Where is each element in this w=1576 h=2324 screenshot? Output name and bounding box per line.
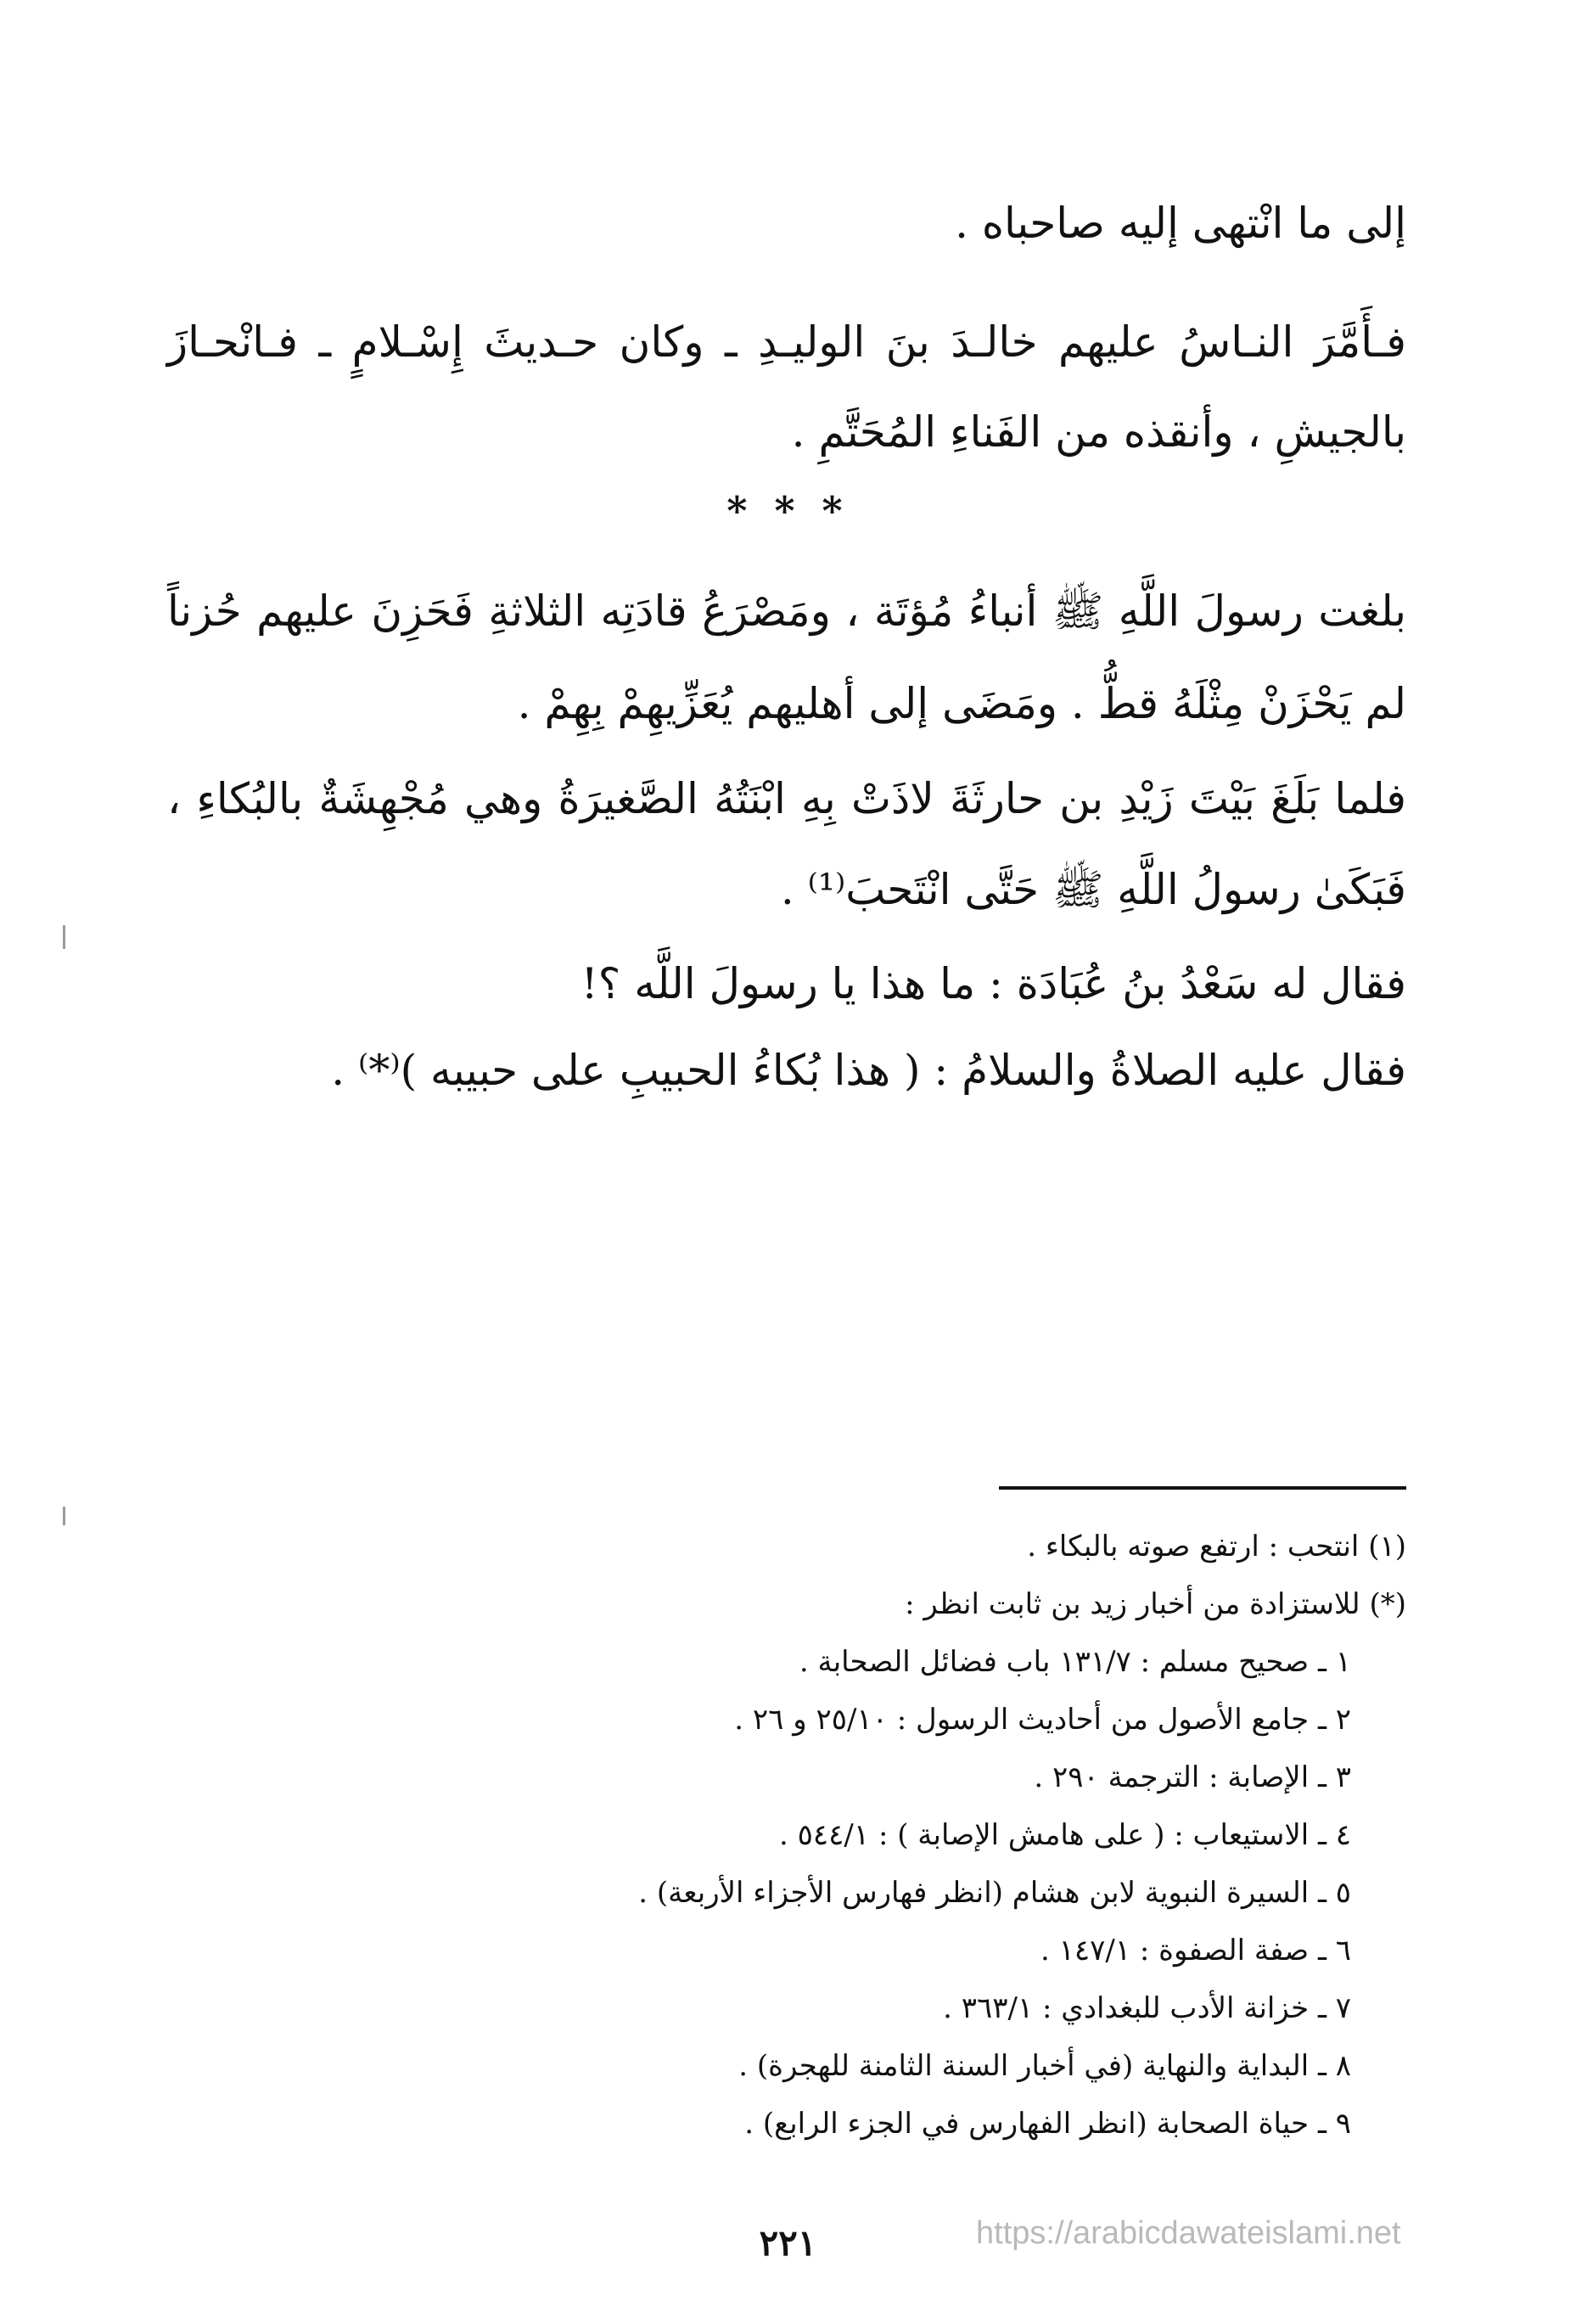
scan-edge-mark xyxy=(63,1507,65,1525)
source-item: ١ ـ صحيح مسلم : ١٣١/٧ باب فضائل الصحابة . xyxy=(799,1645,1351,1679)
paragraph-1-line-1: إلى ما انْتهى إليه صاحباه . xyxy=(955,199,1406,248)
paragraph-3-line-1: بلغت رسولَ اللَّهِ ﷺ أنباءُ مُؤتَة ، ومَصْرَعُ قادَتِه الثلاثةِ فَحَزِنَ عليهم حُزناً xyxy=(167,587,1406,636)
source-item: ٨ ـ البداية والنهاية (في أخبار السنة الثامنة للهجرة) . xyxy=(738,2049,1351,2083)
source-item: ٥ ـ السيرة النبوية لابن هشام (انظر فهارس الأجزاء الأربعة) . xyxy=(638,1876,1351,1910)
paragraph-2-line-2: بالجيشِ ، وأنقذه من الفَناءِ المُحَتَّمِ . xyxy=(791,407,1406,457)
watermark-url: https://arabicdawateislami.net xyxy=(976,2215,1401,2251)
section-separator: * * * xyxy=(726,488,850,534)
footnote-rule xyxy=(999,1486,1406,1490)
source-item: ٣ ـ الإصابة : الترجمة ٢٩٠ . xyxy=(1034,1760,1351,1794)
paragraph-2-line-1: فـأَمَّرَ النـاسُ عليهم خالـدَ بنَ الوليـدِ ـ وكان حـديثَ إِسْـلامٍ ـ فـانْحـازَ xyxy=(167,317,1406,367)
paragraph-4-line-1: فلما بَلَغَ بَيْتَ زَيْدِ بن حارثَةَ لاذَتْ بِهِ ابْنَتُهُ الصَّغيرَةُ وهي مُجْهِشَةٌ بالبُكاءِ ، xyxy=(167,774,1406,823)
paragraph-5: فقال له سَعْدُ بنُ عُبَادَة : ما هذا يا رسولَ اللَّه ؟! xyxy=(580,959,1406,1008)
page-number: ٢٢١ xyxy=(759,2222,817,2264)
source-item: ٢ ـ جامع الأصول من أحاديث الرسول : ٢٥/١٠ و ٢٦ . xyxy=(734,1703,1351,1737)
footnote-1: (١) انتحب : ارتفع صوته بالبكاء . xyxy=(1027,1530,1406,1563)
scan-edge-mark xyxy=(63,925,65,949)
source-item: ٩ ـ حياة الصحابة (انظر الفهارس في الجزء الرابع) . xyxy=(744,2107,1351,2141)
source-item: ٤ ـ الاستيعاب : ( على هامش الإصابة ) : ٥٤٤/١ . xyxy=(779,1818,1351,1852)
source-item: ٧ ـ خزانة الأدب للبغدادي : ٣٦٣/١ . xyxy=(943,1991,1351,2025)
source-item: ٦ ـ صفة الصفوة : ١٤٧/١ . xyxy=(1040,1934,1351,1968)
paragraph-6: فقال عليه الصلاةُ والسلامُ : ( هذا بُكاءُ الحبيبِ على حبيبه )⁽*⁾ . xyxy=(331,1046,1406,1095)
footnote-star: (*) للاستزادة من أخبار زيد بن ثابت انظر : xyxy=(905,1587,1406,1621)
paragraph-3-line-2: لم يَحْزَنْ مِثْلَهُ قطُّ . ومَضَى إلى أهليهم يُعَزِّيهِمْ بِهِمْ . xyxy=(517,679,1406,728)
paragraph-4-line-2: فَبَكَىٰ رسولُ اللَّهِ ﷺ حَتَّى انْتَحبَ⁽¹⁾ . xyxy=(780,865,1406,914)
